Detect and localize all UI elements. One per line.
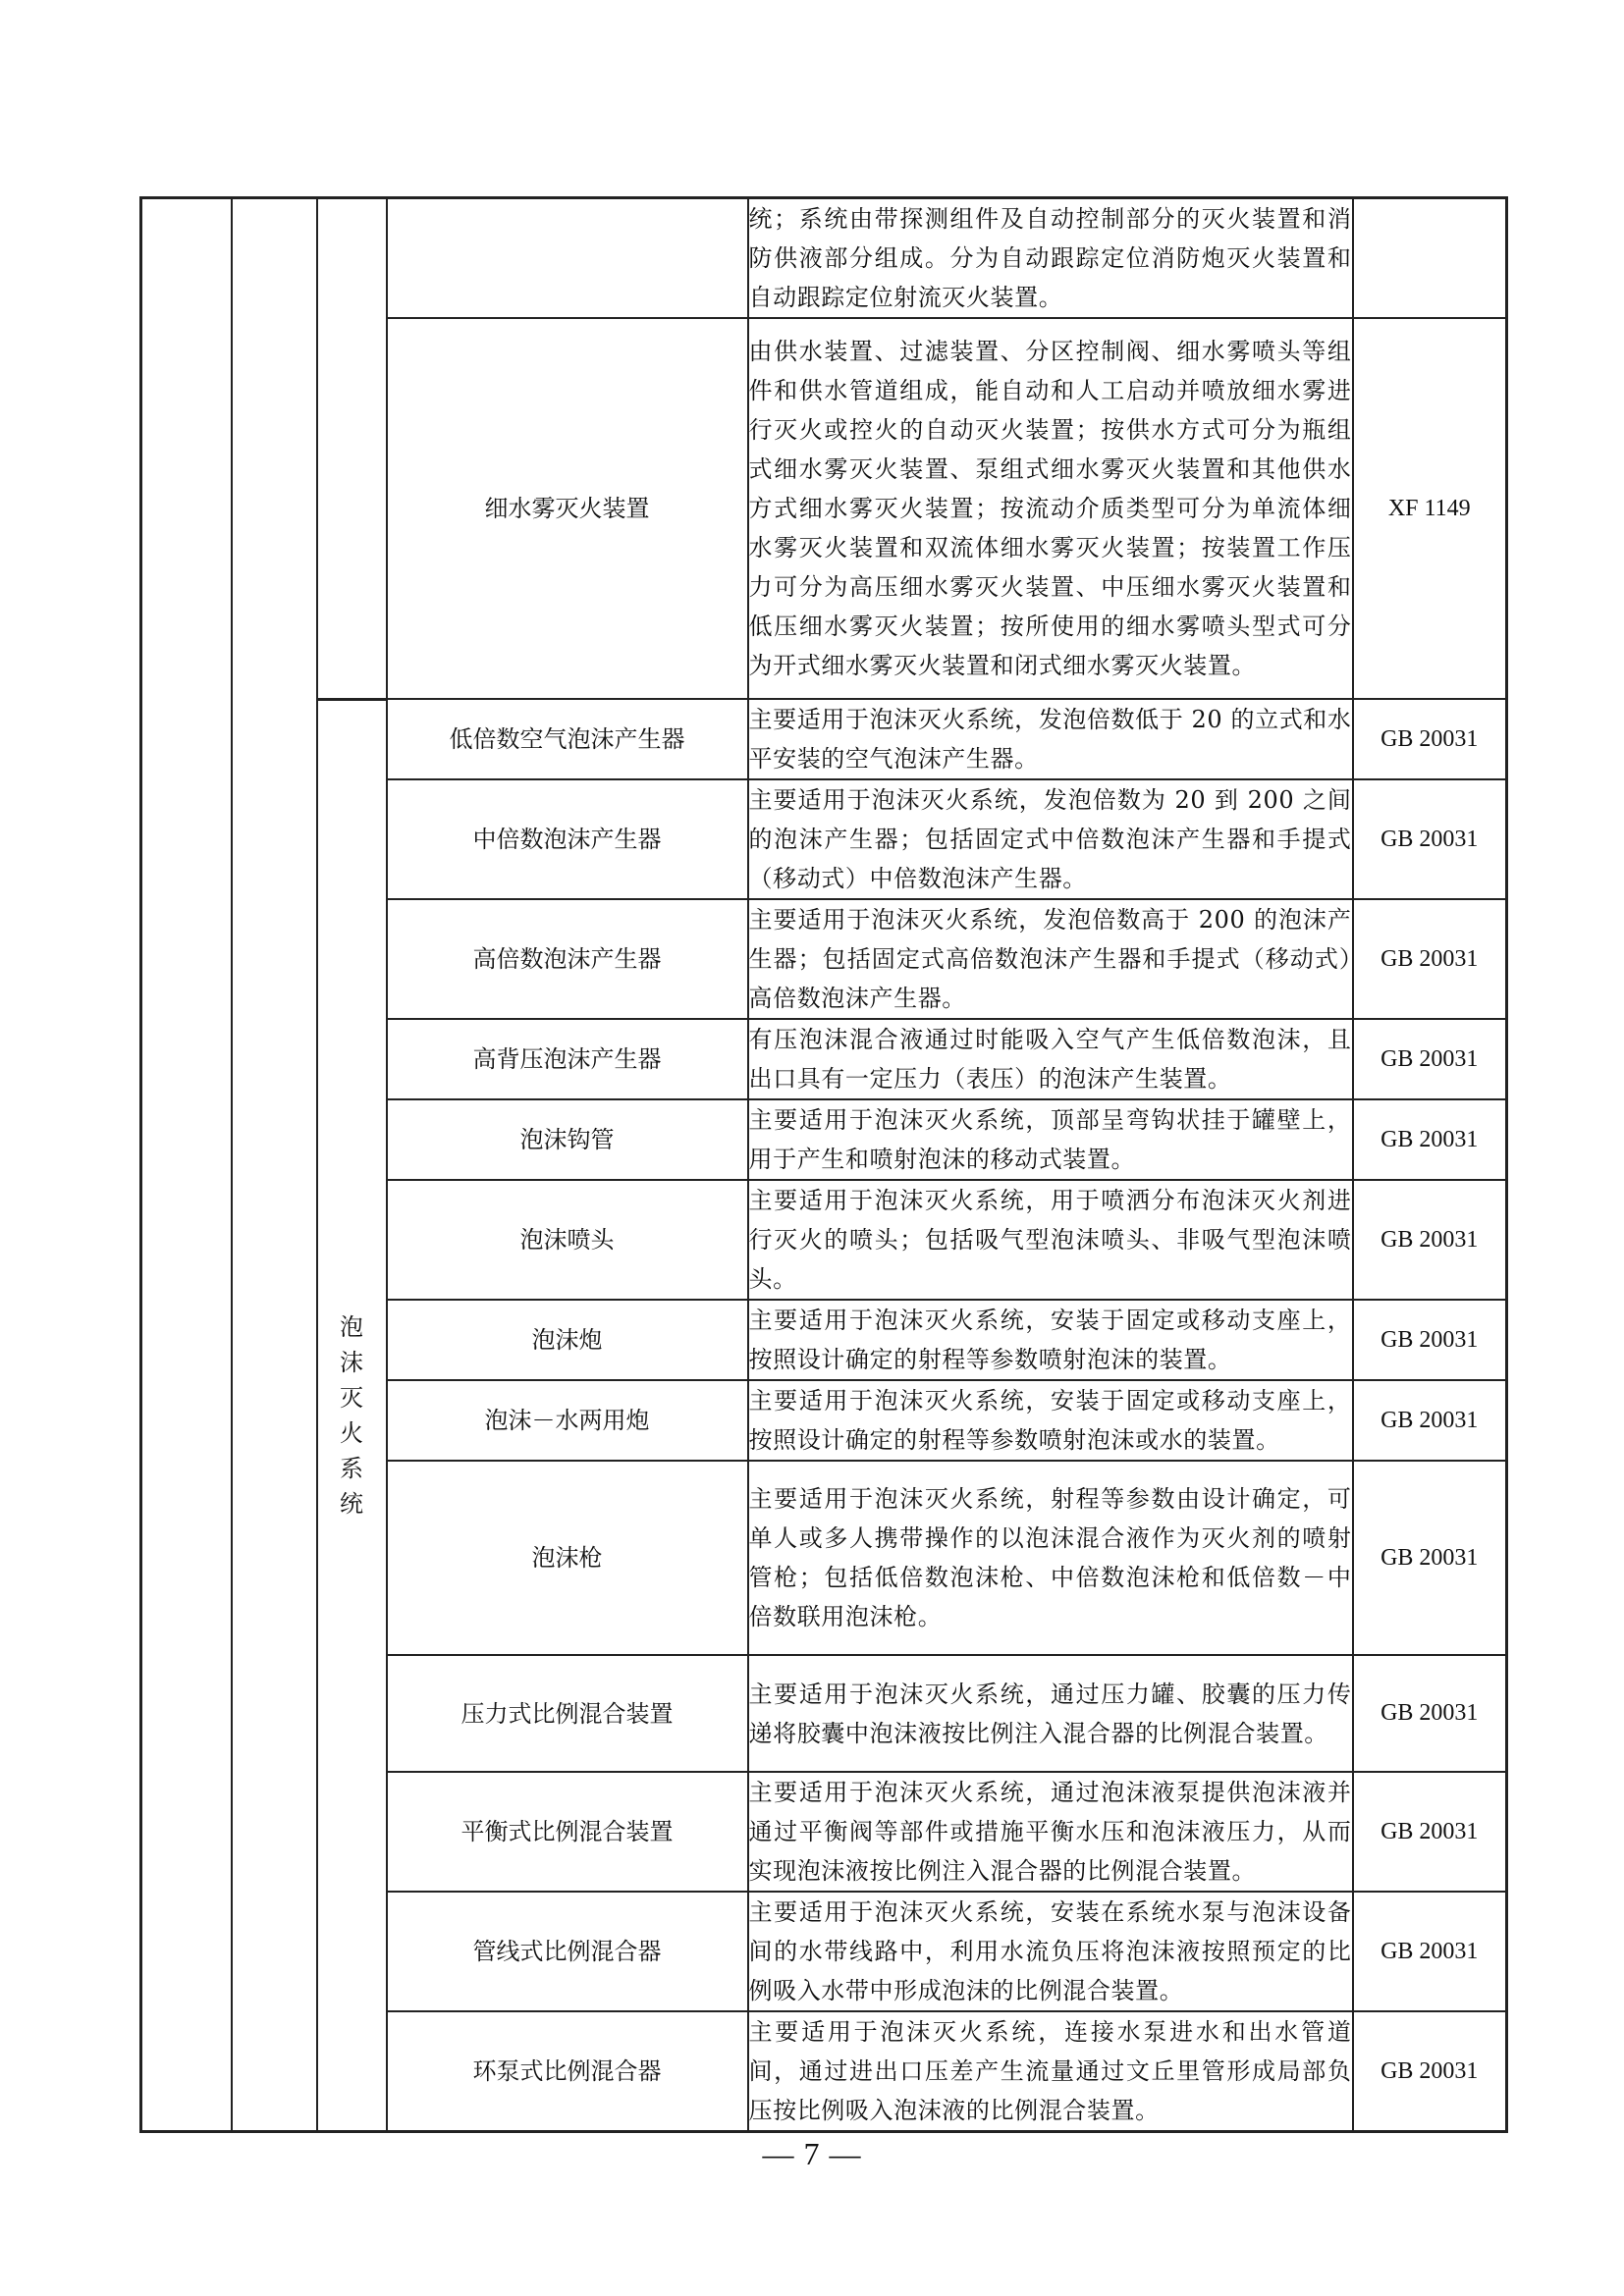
standard-code-cell (1353, 198, 1507, 319)
system-cell-empty (317, 198, 387, 700)
product-description-cell: 由供水装置、过滤装置、分区控制阀、细水雾喷头等组件和供水管道组成，能自动和人工启动并喷放细水雾进行灭火或控火的自动灭火装置；按供水方式可分为瓶组式细水雾灭火装置、泵组式细水雾灭火装置和其他供水方式细水雾灭火装置；按流动介质类型可分为单流体细水雾灭火装置和双流体细水雾灭火装置；按装置工作压力可分为高压细水雾灭火装置、中压细水雾灭火装置和低压细水雾灭火装置；按所使用的细水雾喷头型式可分为开式细水雾灭火装置和闭式细水雾灭火装置。 (748, 318, 1353, 699)
standard-code-cell: GB 20031 (1353, 1772, 1507, 1892)
standard-code-cell: GB 20031 (1353, 1380, 1507, 1461)
foam-system-label: 泡沫灭火系统 (340, 1312, 363, 1518)
subcategory-cell-empty (232, 198, 317, 2132)
product-name-cell: 平衡式比例混合装置 (387, 1772, 748, 1892)
product-description-cell: 主要适用于泡沫灭火系统，通过压力罐、胶囊的压力传递将胶囊中泡沫液按比例注入混合器的比例混合装置。 (748, 1655, 1353, 1772)
standard-code-cell: GB 20031 (1353, 899, 1507, 1019)
product-name-cell: 泡沫－水两用炮 (387, 1380, 748, 1461)
product-description-cell: 统；系统由带探测组件及自动控制部分的灭火装置和消防供液部分组成。分为自动跟踪定位消防炮灭火装置和自动跟踪定位射流灭火装置。 (748, 198, 1353, 319)
table-row (141, 699, 1507, 779)
product-description-cell: 主要适用于泡沫灭火系统，发泡倍数为 20 到 200 之间的泡沫产生器；包括固定式中倍数泡沫产生器和手提式（移动式）中倍数泡沫产生器。 (748, 779, 1353, 899)
standard-code-cell: GB 20031 (1353, 1892, 1507, 2011)
product-description-cell: 主要适用于泡沫灭火系统，顶部呈弯钩状挂于罐壁上，用于产生和喷射泡沫的移动式装置。 (748, 1099, 1353, 1180)
standard-code-cell: GB 20031 (1353, 1019, 1507, 1099)
product-name-cell: 管线式比例混合器 (387, 1892, 748, 2011)
standard-code-cell: GB 20031 (1353, 1655, 1507, 1772)
page-number: — 7 — (762, 2136, 862, 2171)
product-name-cell: 泡沫枪 (387, 1461, 748, 1655)
product-name-cell: 细水雾灭火装置 (387, 318, 748, 699)
product-description-cell: 有压泡沫混合液通过时能吸入空气产生低倍数泡沫，且出口具有一定压力（表压）的泡沫产生装置。 (748, 1019, 1353, 1099)
product-description-cell: 主要适用于泡沫灭火系统，通过泡沫液泵提供泡沫液并通过平衡阀等部件或措施平衡水压和泡沫液压力，从而实现泡沫液按比例注入混合器的比例混合装置。 (748, 1772, 1353, 1892)
product-description-cell: 主要适用于泡沫灭火系统，连接水泵进水和出水管道间，通过进出口压差产生流量通过文丘里管形成局部负压按比例吸入泡沫液的比例混合装置。 (748, 2011, 1353, 2132)
product-description-cell: 主要适用于泡沫灭火系统，发泡倍数低于 20 的立式和水平安装的空气泡沫产生器。 (748, 699, 1353, 779)
product-name-cell: 泡沫炮 (387, 1300, 748, 1380)
product-name-cell: 低倍数空气泡沫产生器 (387, 699, 748, 779)
product-name-cell: 环泵式比例混合器 (387, 2011, 748, 2132)
standard-code-cell: GB 20031 (1353, 1180, 1507, 1300)
product-name-cell: 压力式比例混合装置 (387, 1655, 748, 1772)
table-row (141, 198, 1507, 319)
foam-system-label-cell (317, 699, 387, 2132)
product-name-cell: 高背压泡沫产生器 (387, 1019, 748, 1099)
product-description-cell: 主要适用于泡沫灭火系统，安装在系统水泵与泡沫设备间的水带线路中，利用水流负压将泡沫液按照预定的比例吸入水带中形成泡沫的比例混合装置。 (748, 1892, 1353, 2011)
product-description-cell: 主要适用于泡沫灭火系统，发泡倍数高于 200 的泡沫产生器；包括固定式高倍数泡沫产生器和手提式（移动式）高倍数泡沫产生器。 (748, 899, 1353, 1019)
standard-code-cell: XF 1149 (1353, 318, 1507, 699)
product-name-cell (387, 198, 748, 319)
product-name-cell: 泡沫钩管 (387, 1099, 748, 1180)
product-name-cell: 中倍数泡沫产生器 (387, 779, 748, 899)
standard-code-cell: GB 20031 (1353, 699, 1507, 779)
product-description-cell: 主要适用于泡沫灭火系统，用于喷洒分布泡沫灭火剂进行灭火的喷头；包括吸气型泡沫喷头、非吸气型泡沫喷头。 (748, 1180, 1353, 1300)
standard-code-cell: GB 20031 (1353, 779, 1507, 899)
standard-code-cell: GB 20031 (1353, 2011, 1507, 2132)
product-name-cell: 高倍数泡沫产生器 (387, 899, 748, 1019)
product-standard-table (139, 196, 1508, 2133)
product-description-cell: 主要适用于泡沫灭火系统，安装于固定或移动支座上，按照设计确定的射程等参数喷射泡沫的装置。 (748, 1300, 1353, 1380)
product-name-cell: 泡沫喷头 (387, 1180, 748, 1300)
standard-code-cell: GB 20031 (1353, 1300, 1507, 1380)
category-cell-empty (141, 198, 232, 2132)
standard-code-cell: GB 20031 (1353, 1099, 1507, 1180)
standard-code-cell: GB 20031 (1353, 1461, 1507, 1655)
product-description-cell: 主要适用于泡沫灭火系统，安装于固定或移动支座上，按照设计确定的射程等参数喷射泡沫或水的装置。 (748, 1380, 1353, 1461)
product-description-cell: 主要适用于泡沫灭火系统，射程等参数由设计确定，可单人或多人携带操作的以泡沫混合液作为灭火剂的喷射管枪；包括低倍数泡沫枪、中倍数泡沫枪和低倍数－中倍数联用泡沫枪。 (748, 1461, 1353, 1655)
